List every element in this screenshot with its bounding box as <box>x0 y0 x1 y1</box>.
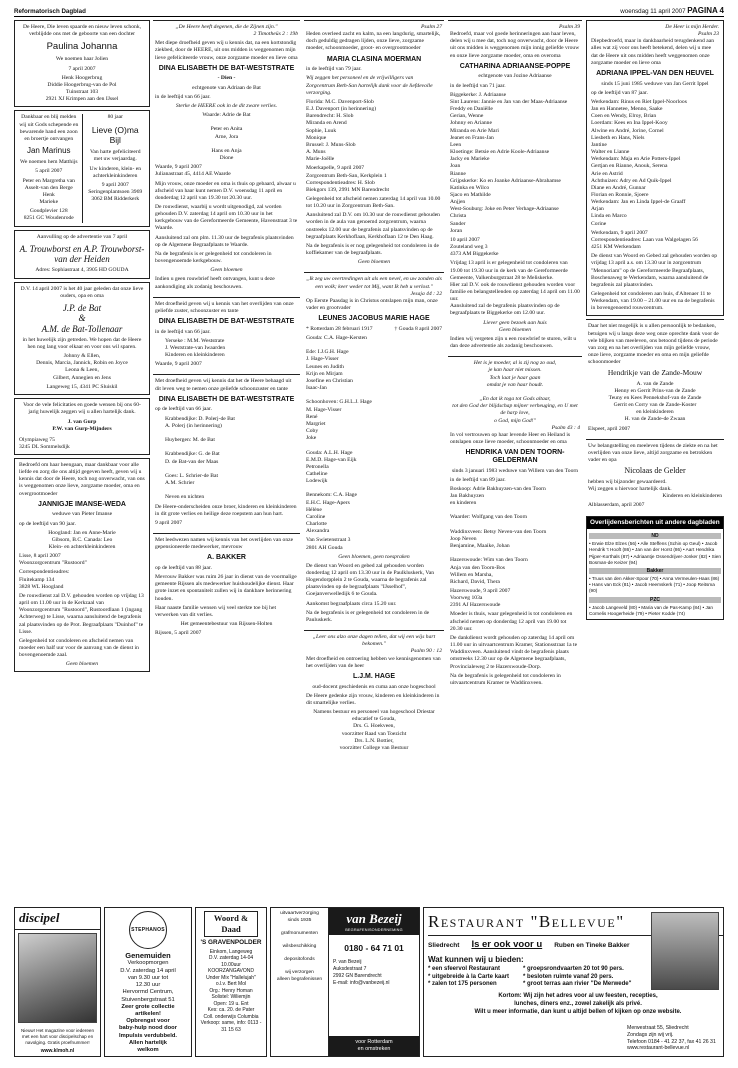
phone-number: 0180 - 64 71 01 <box>344 943 404 954</box>
restaurant-photo <box>651 912 719 990</box>
obituary-de-bat-3: Met droefheid geven wij kennis dat het de Heere behaagd uit dit leven weg te nemen onze geliefde schoonzuster en tante DINA ELISABETH DE BAT-WESTSTRATE op de leeftijd van 66 jaar. Krabbendijke: D. Polerj-de Bat A. Polerj (in herinnering) Huybergen: M. de Bat Krabbendijke: G. de Bat D. de Bat-van der Maas Goes: L. Schrier-de Bat A.M. Schrier Neven en nichten De Heere-onderscheiden onze broer, kinderen en kleinkinderen in dit grote verlies en heilige deze roepstem aan hun hart. 9 april 2007 <box>153 374 300 530</box>
column-2 <box>153 20 300 640</box>
thanks-de-gelder: Uw belangstelling en meeleven tijdens de ziekte en na het overlijden van onze lieve, altijd zorgzame en betrokken vader en opa Nicolaas de Gelder hebben wij bijzonder gewaardeerd. Wij zeggen u hiervoor hartelijk dank. Kinderen en kleinkinderen Alblasserdam, april 2007 <box>586 439 724 513</box>
obituary-ippel: De Heer is mijn Herder. Psalm 23 Diepbedroefd, maar in dankbaarheid terugdenkend aan alles wat zij voor ons heeft betekend, delen wij u mee dat de Heere uit ons midden heeft weggenomen onze zorgzame moeder en lieve oma ADRIANA IPPEL-VAN DEN HEUVEL sinds 15 juni 1985 weduwe van Jan Gerrit Ippel op de leeftijd van 87 jaar. Werkendam: Rinus en Riet Ippel-Noorloos Jan en Hannetee, Menno, Saake Coen en Wendy, Elroy, Brian Loerdam: Kees en Ina Ippel-Kooy Alwine en André, Jorine, Cornel Liesbeth en Hans, Niels Jantine Walter en Lianne Werkendam: Maja en Arie Potters-Ippel Gertjan en Rianne, Anouk, Serena Arie en Astrid Achthuizen: Adry en Ad Quik-Ippel Diane en André, Gunnar Florian en Ronnie, Sjoere Werkendam: Jan en Linda Ippel-de Graaff Arjan Linda en Marco Corine Werkendam, 9 april 2007 Correspondentieadres: Laan van Walgelagen 56 4251 KM Werkendam De dienst van Woord en Gebed zal gehouden worden op vrijdag 13 april a.s. om 13.30 uur in zorgcentrum "Mennoriam" op de Gereformeerde Begraafplaats, Boschenaweg te Werkendam, waarna aansluitend de begrafenis zal plaatsvinden. Gelegenheid tot condoleren aan huis, d'Altenaer 11 te Werkendam, van 19.00 – 21.00 uur en na de begrafenis in bovengenoemd rouwcentrum. <box>586 20 724 316</box>
ad-woord-en-daad: Woord & Daad 'S GRAVENPOLDER Einkom, Langeweg D.V. zaterdag 14-04 10.00uur KOORZANGAVOND Under Mix "Hallelujah" o.l.v. Bert Mol Org.: Henry Homan Solistel: Wiliemjin Open: 19 u. Ent Kes: ca. 20. de Pater Coll. onderwijs Columbia Verkoop: same, info: 0113 - 31 15 63 <box>195 907 267 1057</box>
in-memoriam-hage-driestar: „Leer ons alzo onze dagen tellen, dat wij een wijs hart bekomen." Psalm 90 : 12 Met droefheid en ontroering hebben we kennisgenomen van het overlijden van de heer L.J.M. HAGE oud-docent geschiedenis en cuma aan onze hogeschool De Heere gedenke zijn vrouw, kinderen en kleinkinderen in dit smartelijke verlies. Namens bestuur en personeel van hogeschool Driestar educatief te Gouda, Drs. G. Hoekveen, voorzitter Raad van Toezicht Drs. L.N. Bottier, voorzitter College van Bestuur <box>304 630 444 755</box>
column-1 <box>14 20 150 672</box>
stephanos-logo: STEPHANOS <box>129 911 167 949</box>
correction-ad: Aanvulling op de advertentie van 7 april A. Trouwborst en A.P. Trouwborst-van der Heiden Adres: Sophiastraat 4, 3905 HD GOUDA <box>14 230 150 279</box>
obituary-de-bat-1: „De Heere heeft degenen, die de Zijnen zijn." 2 Timotheüs 2 : 19b Met diepe droefheid geven wij u kennis dat, na een kortstondig ziekbed, door de HEERE, uit ons midden is weggenomen mijn lieve gefeliciteerde vrouw, onze zorgzame moeder en lieve oma DINA ELISABETH DE BAT-WESTSTRATE - Dien - echtgenote van Adriaan de Bat in de leeftijd van 66 jaar. Sterke de HEERE ook in de dit zware verlies. Waarde: Adrie de Bat Peter en Anita Arne, Jora Hans en Anja Dione Waarde, 9 april 2007 Julianastraat 45, 4414 AE Waarde Mijn vrouw, onze moeder en oma is thuis op gebaard, alwaar u afscheid van haar kunt nemen D.V. woensdag 11 april en donderdag 12 april van 19.30 tot 20.30 uur. De rouwdienst, waarbij u wordt uitgenodigd, zal worden gehouden D.V. zaterdag 14 april om 10.30 uur in het kerkgebouw van de Gereformeerde Gemeente, Havenstraat 3 te Waarde. Aansluitend zal om plm. 11.30 uur de begrafenis plaatsvinden op de Algemene Begraafplaats te Waarde. Na de begrafenis is er gelegenheid tot condoleren in bovengenoemde kerkgebouw. Geen bloemen Indien u geen rouwbrief heeft ontvangen, kunt u deze aankondiging als zodanig beschouwen. <box>153 20 300 294</box>
ad-restaurant-bellevue: Restaurant "Bellevue" Sliedrecht Is er ook voor u Ruben en Tineke Bakker Wat kunnen wij u bieden: * een sfeervol Restaurant * uitgebreide à la Carte kaart * zalen tot 175 personen * groepsrondvaarten 20 tot 90 pers. * besloten ruimte vanaf 20 pers. * groot terras aan rivier "De Merwede" Kortom: Wij zijn het adres voor al uw feesten, recepties, lunches, diners enz., zowel zakelijk als privé. Wilt u meer informatie, dan kunt u altijd bellen of kijken op onze website. Merwestraat 55, Sliedrecht Zondags zijn wij vrij. Telefoon 0184 - 41 22 37, fax 41 26 31 www.restaurant-bellevue.nl <box>423 907 724 1057</box>
obituary-de-bat-2: Met droefheid geven wij u kennis van het overlijden van onze geliefde zuster, schoonzuster en tante DINA ELISABETH DE BAT-WESTSTRATE in de leeftijd van 66 jaar. Yerseke : M.M. Weststrate J. Weststrate-van Iwaarden Kinderen en kleinkinderen Waarde, 9 april 2007 <box>153 297 300 372</box>
birth-ad-paulina: De Heere, Die leven spaarde en nieuw leven schonk, verblijdde ons met de geboorte van een dochter Paulina Johanna We noemen haar Jolien 7 april 2007 Henk Hoogerbrug Diddie Hoogerbrug-van de Pol Tuinstraat 103 2921 XJ Krimpen aan den IJssel <box>14 20 150 107</box>
obituary-hage: „Ik zeg uw overtredingen uit als een nevel, en uw zonden als een wolk; keer weder tot Mij, want Ik heb u verlost." Jesaja 44 : 22 Op Eerste Paasdag is in Christus ontslapen mijn man, onze vader en grootvader LEUNES JACOBUS MARIE HAGE * Rotterdam 28 februari 1917 † Gouda 8 april 2007 Gouda: C.A. Hage-Kersten Ede: I.J.G.H. Hage J. Hage-Visser Leunes en Judith Krijn en Mirjam Josefine en Christian Isaac-Jan Schoonhoven: G.H.L.J. Hage M. Hage-Visser René Margriet Coby Joke Gouda: A.L.H. Hage E.M.D. Hage-van Eijk Petronella Catheline Lodewijk Bennekom: C.A. Hage E.H.C. Hage-Apers Hélène Caroline Charlotte Alexandra Van Swietenstraat 3 2801 AH Gouda Geen bloemen, geen toespraken De dienst van Woord en gebed zal gehouden worden donderdag 12 april om 13.30 uur in de Paulkluskerk, Van Hogendorpplein 2 te Gouda, waarna de begrafenis zal plaatsvinden op de begraafplaats "IJsselhof", Goejanverwelledijk 6 te Gouda. Aankomst begraafplaats circa 15.20 uur. Na de begrafenis is er gelegenheid tot condoleren in de Pauluskerk. <box>304 272 444 627</box>
double-birth-birthday-ad: Dankbaar en blij melden wij uit Gods schepende en bewarende hand een zoon en broertje ontvangen Jan Marinus We noemen hem Matthijs 5 april 2007 Peter en Margretha van Asselt-van den Berge Henk Marieke Goudplevier 128 8251 GC Woudenrode 80 jaar Lieve (O)ma Bijl Van harte gefeliciteerd met uw verjaardag. Uw kinderen, klein- en achterkleinkinderen 9 april 2007 Seringenplantsoen 3969 3062 BM Ridderkerk <box>14 110 150 226</box>
magazine-cover-image <box>18 933 97 1023</box>
birth-name: Paulina Johanna <box>46 41 118 53</box>
paper-name: Reformatorisch Dagblad <box>14 8 86 16</box>
thanks-van-de-zande: Daar het niet mogelijk is u allen persoonlijk te bedanken, betuigen wij u langs deze weg onze oprechte dank voor de vele blijken van meeleven, ons betoond tijdens de periode van zorg en na het overlijden van mijn geliefde vrouw, onze lieve, zorgzame moeder en oma en mijn geliefde schoonmoeder Hendrikje van de Zande-Mouw A. van de Zande Henny en Gerrit Prins-van de Zande Teuny en Kees Pennekshof-van de Zande Gerrit en Corry van de Zande-Koster en kleinkinderen H. van de Zande-de Zwaan Elspeet, april 2007 <box>586 319 724 435</box>
obituary-adriaanse-poppe: Psalm 39 Bedroefd, maar vol goede herinneringen aan haar leven, delen wij u mee dat, toch nog onverwacht, door de Heere uit ons midden is weggenomen mijn innig geliefde vrouw en onze lieve zorgzame moeder, oma en overoma CATHARINA ADRIAANSE-POPPE echtgenote van Jozine Adriaanse in de leeftijd van 71 jaar. Biggekerke: J. Adriaanse Sint Laurens: Jannie en Jan van der Maas-Adriaanse Freddy en Daniëlle Gerian, Wenne Johnny en Arianne Miranda en Arie Mari Jeanet en Frans-Jan Leen Kloetinge: Betsie en Adrie Koole-Adriaanse Jacky en Marieke Joan Rianne Grijpskerke: Ko en Joanke Adriaanse-Abrahamse Katinka en Wilco Sjaco en Mathilde Anjjen West-Souburg: Joke en Peter Verhage-Adriaanse Christa Sander Joran 10 april 2007 Zouteland weg 3 4373 AM Biggekerke Vrijdag 13 april is er gelegenheid tot condoleren van 19.00 tot 19.30 uur in de kerk van de Gereformeerde Gemeente, Valkenburgstraat 28 te Meliskerke. Hier zal D.V. ook de rouwdienst gehouden worden voor familie en belangstellenden op zaterdag 14 april om 11.00 uur. Aansluitend zal de begrafenis plaatsvinden op de begraafplaats te Biggekerke om 12.00 uur. Liever geen bezoek aan huis Geen bloemen Indien wij vergeten zijn u een rouwbrief te sturen, wilt u dan deze advertentie als zodanig beschouwen. <box>448 20 582 353</box>
column-5 <box>586 20 724 620</box>
advertisement-row <box>14 907 724 1057</box>
column-4 <box>448 20 582 690</box>
column-3 <box>304 20 444 755</box>
ad-discipel: discipel Nieuw! Het magazine voor iedereen met een hart voor discipelschap en navolging. Gratis proefnummer! www.klmoh.nl <box>14 907 101 1057</box>
obituary-van-den-toorn: Het is je moeder, al is zij nog zo oud, je kan haar niet missen. Toch laat je haar gaan omdat je van haar houdt. „En dat ik toga tot Gods altaar, tot den God der blijdschap mijner verheuging, en U met de harp love, o God, mijn God!" Psalm 43 : 4 In vol vertrouwen op haar levende Heer en Heiland is ontslapen onze lieve moeder, schoonmoeder en oma HENDRIKA VAN DEN TOORN-GELDERMAN sinds 3 januari 1983 weduwe van Willem van den Toorn in de leeftijd van 89 jaar. Boskoop: Adrie Bakhuyzen-van den Toorn Jan Bakhuyzen en kinderen Waarder: Wolfgang van den Toorn Waddinxveen: Betsy Neven-van den Toorn Joop Neven Benjamine, Maaike, Johan Hazerswoude: Wim van den Toorn Anja van den Toorn-Bos Willem en Marsha, Richard, David, Thera Hazerswoude, 9 april 2007 Voorweg 103a 2391 AJ Hazerswoude Moeder is thuis, waar gelegenheid is tot condoleren en afscheid nemen op donderdag 12 april van 19.00 tot 20.30 uur. De dankdienst wordt gehouden op zaterdag 14 april om 11.00 uur in uitvaartcentrum Kramer, Stationsstraat 1a te Waddinxveen. Aansluitend vindt de begrafenis plaats omstreeks 12.30 uur op de Algemene begraafplaats, Provincialeweg 2 te Hazerswoude-Dorp. Na de begrafenis is gelegenheid tot condoleren in uitvaartcentrum Kramer te Waddinxveen. <box>448 356 582 690</box>
obituary-imanse: Bedroefd om haar heengaan, maar dankbaar voor alle liefde en zorg die ons altijd gegeven heeft, geven wij u kennis dat door de Heere, toch nog onverwacht, van ons is weggenomen onze lieve, zorgzame moeder, oma en overgrootmoeder JANNIGJE IMANSE-WEDA weduwe van Pieter Imanse op de leeftijd van 90 jaar. Hoogland: Jan en Anne-Marie Gibsom, B.C. Canada: Leo Klein- en achterkleinkinderen Lisse, 8 april 2007 Woonzorgcentrum "Rustoord" Correspondentieadres: Fluitekamp 134 3828 WL Hoogland De rouwdienst zal D.V. gehouden worden op vrijdag 13 april om 11.00 uur in de Kerkzaal van Woonzorgcentrum "Rustoord", Rustoordlaan 1 (ingang Achterweg) te Lisse, waarna aansluitend de begrafenis zal plaatsvinden op de Prot. Begraafplaats "Duinhof" te Lisse. Gelegenheid tot condoleren en afscheid nemen van moeder een half uur voor de aanvang van de dienst in bovengenoemde zaal. Geen bloemen <box>14 458 150 673</box>
page-date: woensdag 11 april 2007 PAGINA 4 <box>620 5 724 15</box>
other-papers-obituaries: Overlijdensberichten uit andere dagbladen ND • Erwie Elze Elzes (56) • Alle Steffens (Schin op Geul) • Jacob Hendrik 't Hooft (86) • Jan van der Horst (86) • Aart Hendrika Pijper-Korthals (87) • Adriaantje Ossendrijver-Jonker (82) • Sien Bosman-de Keizer (94) Bakker • Truus van den Akker-Spoor (70) • Anna Vermeulen-Haas (86) • Hans van Eck (81) • Jacob Heemskerk (71) • Joop Reitsma (90) PZC • Jacob Langeveld (80) • Maria van de Pas-Kamp (84) • Jan Cornelis Hoogerheide (79) • Pieter Kodde (74) <box>586 516 724 621</box>
obituary-bakker: Met leedwezen namen wij kennis van het overlijden van onze gepensioneerde medewerker, mevrouw A. BAKKER op de leeftijd van 88 jaar. Mevrouw Bakker was ruim 26 jaar in dienst van de voormalige gemeente Rijssen als medewerker huishoudelijke dienst. Haar grote inzet en spontaniteit zullen wij in dankbare herinnering houden. Haar naaste familie wensen wij veel sterkte toe bij het verwerken van dit verlies. Het gemeentebestuur van Rijssen-Holten Rijssen, 5 april 2007 <box>153 533 300 640</box>
obituary-moerman: Psalm 27 Heden overleed zacht en kalm, na een langdurig, smartelijk, doch geduldig gedragen lijden, onze lieve, zorgzame moeder, schoonmoeder, groot- en overgrootmoeder MARIA CLASINA MOERMAN in de leeftijd van 79 jaar. Wij zeggen het personeel en de vrijwilligers van Zorgcentrum Beth-San hartelijk dank voor de liefdevolle verzorging. Florida: M.C. Davenport-Slob E.J. Davenport (in herinnering) Barendrecht: H. Slob Miranda en Arend Sophie, Luuk Monique Brussel: J. Muns-Slob A. Muns Marie-Joëlle Moerkapelle, 9 april 2007 Zorgcentrum Beth-San, Kerkplein 1 Correspondentieadres: H. Slob Biekgors 139, 2991 MN Barendrecht Gelegenheid tot afscheid nemen zaterdag 14 april van 10.00 tot 10.20 uur in Zorgcentrum Beth-San. Aansluitend zal D.V. om 10.30 uur de rouwdienst gehouden worden in de aula van genoemd zorgcentrum, waarna onstreeks 12.00 uur de begrafenis zal plaatsvinden op de begraafplaats Kerkhoflaan, Kerkhoflaan 12 te Den Haag. Na de begrafenis is er nog gelegenheid tot condoleren in de koffiekamer van de begraafplaats. Geen bloemen <box>304 20 444 269</box>
page-header <box>14 5 724 17</box>
thanks-ad: Voor de vele felicitaties en goede wensen bij ons 60-jarig huwelijk zeggen wij u allen hartelijk dank. J. van Gurp P.W. van Gurp-Mijnders Olympiaweg 75 3245 DL Sommelsdijk <box>14 398 150 455</box>
ad-van-bezeij: uitvaartverzorging sinds 1935 grafmonumenten wilsbeschikking depositofonds wij verzorgen alleen begrafenissen van Bezeij BEGRAFENISONDERNEMING 0180 - 64 71 01 P. van Bezeij Auksdestraat 7 2992 GN Barendrecht E-mail: info@vanbezeij.nl voor Rotterdam en omstreken <box>270 907 420 1057</box>
ad-stephanos: STEPHANOS Genemuiden Verkoopmorgen D.V. zaterdag 14 april van 9.30 uur tot 12.30 uur Hervormd Centrum, Stuivenbergstraat 51 Zeer grote collectie artikelen! Opbrengst voor baby-hulp nood door Impulsis verdubbeld. Allen hartelijk welkom <box>104 907 192 1057</box>
anniversary-ad: D.V. 14 april 2007 is het 40 jaar geleden dat onze lieve ouders, opa en oma J.P. de Bat & A.M. de Bat-Tollenaar in het huwelijk zijn getreden. We hopen dat de Heere hen nog lang voor elkaar en voor ons wil sparen. Johnny & Ellen, Dennis, Marcia, Jannick, Robin en Joyce Leona & Leen, Gilbert, Annegien en Jens Langeweg 15, 4341 PC Sluiskil <box>14 282 150 395</box>
